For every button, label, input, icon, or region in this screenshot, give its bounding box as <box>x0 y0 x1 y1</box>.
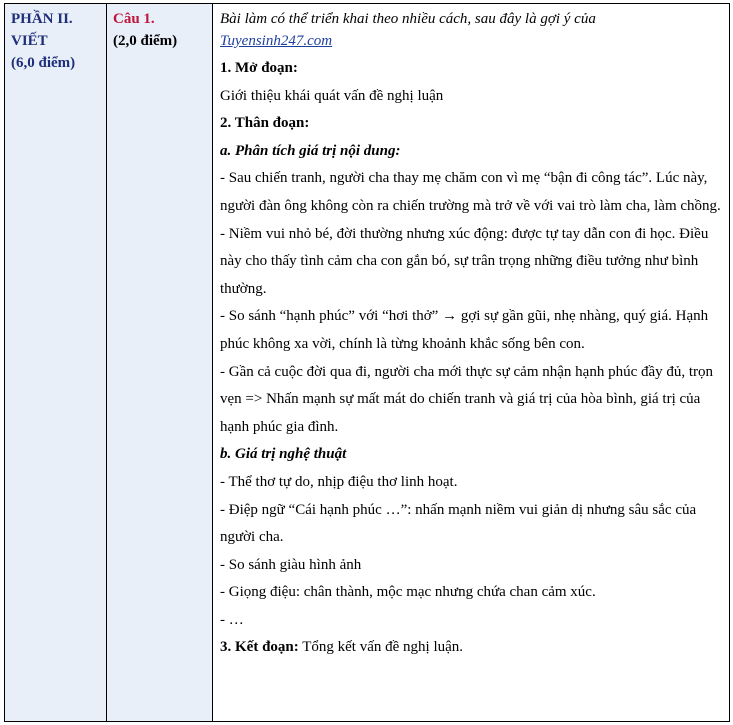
art-point-4: - Giọng điệu: chân thành, mộc mạc nhưng chứa chan cảm xúc. <box>220 584 596 601</box>
ket-doan-text: Tổng kết vấn đề nghị luận. <box>302 639 464 656</box>
question-points: (2,0 điểm) <box>113 33 178 49</box>
section-name: VIẾT <box>11 33 48 49</box>
question-label: Câu 1. <box>113 11 155 27</box>
heading-nghe-thuat: b. Giá trị nghệ thuật <box>220 446 347 463</box>
content-cell <box>213 4 730 722</box>
art-point-5: - … <box>220 611 244 628</box>
table-row <box>5 4 730 722</box>
content-point-3: - So sánh “hạnh phúc” với “hơi thở” → gợi sự gần gũi, nhẹ nhàng, quý giá. Hạnh phúc không xa vời, chính là từng khoảnh khắc sống bên con. <box>220 308 709 352</box>
intro-note <box>220 8 722 52</box>
content-point-2: - Niềm vui nhỏ bé, đời thường nhưng xúc động: được tự tay dẫn con đi học. Điều này cho thấy tình cảm cha con gắn bó, sự trân trọng những điều tưởng như bình thường. <box>220 225 709 297</box>
heading-than-doan: 2. Thân đoạn: <box>220 115 310 132</box>
intro-text: Bài làm có thể triển khai theo nhiều cách, sau đây là gợi ý của <box>220 11 596 27</box>
heading-noi-dung: a. Phân tích giá trị nội dung: <box>220 142 401 159</box>
section-points: (6,0 điểm) <box>11 55 76 71</box>
content-point-1: - Sau chiến tranh, người cha thay mẹ chăm con vì mẹ “bận đi công tác”. Lúc này, người đàn ông không còn ra chiến trường mà trở về với vai trò làm cha, làm chồng. <box>220 170 721 214</box>
paragraph-mo-doan: Giới thiệu khái quát vấn đề nghị luận <box>220 87 444 104</box>
art-point-3: - So sánh giàu hình ảnh <box>220 556 362 573</box>
heading-ket-doan: 3. Kết đoạn: <box>220 639 299 656</box>
paragraph-ket-doan <box>220 634 722 662</box>
section-cell <box>5 4 107 722</box>
question-cell <box>107 4 213 722</box>
section-label: PHẦN II. <box>11 11 73 27</box>
art-point-1: - Thể thơ tự do, nhịp điệu thơ linh hoạt. <box>220 473 458 490</box>
answer-table <box>4 3 730 722</box>
content-point-4: - Gần cả cuộc đời qua đi, người cha mới thực sự cảm nhận hạnh phúc đầy đủ, trọn vẹn => Nhấn mạnh sự mất mát do chiến tranh và giá trị của hòa bình, giá trị của hạnh phúc gia đình. <box>220 363 714 435</box>
heading-mo-doan: 1. Mở đoạn: <box>220 60 298 76</box>
source-link[interactable]: Tuyensinh247.com <box>220 33 333 49</box>
art-point-2: - Điệp ngữ “Cái hạnh phúc …”: nhấn mạnh niềm vui giản dị nhưng sâu sắc của người cha. <box>220 501 697 546</box>
